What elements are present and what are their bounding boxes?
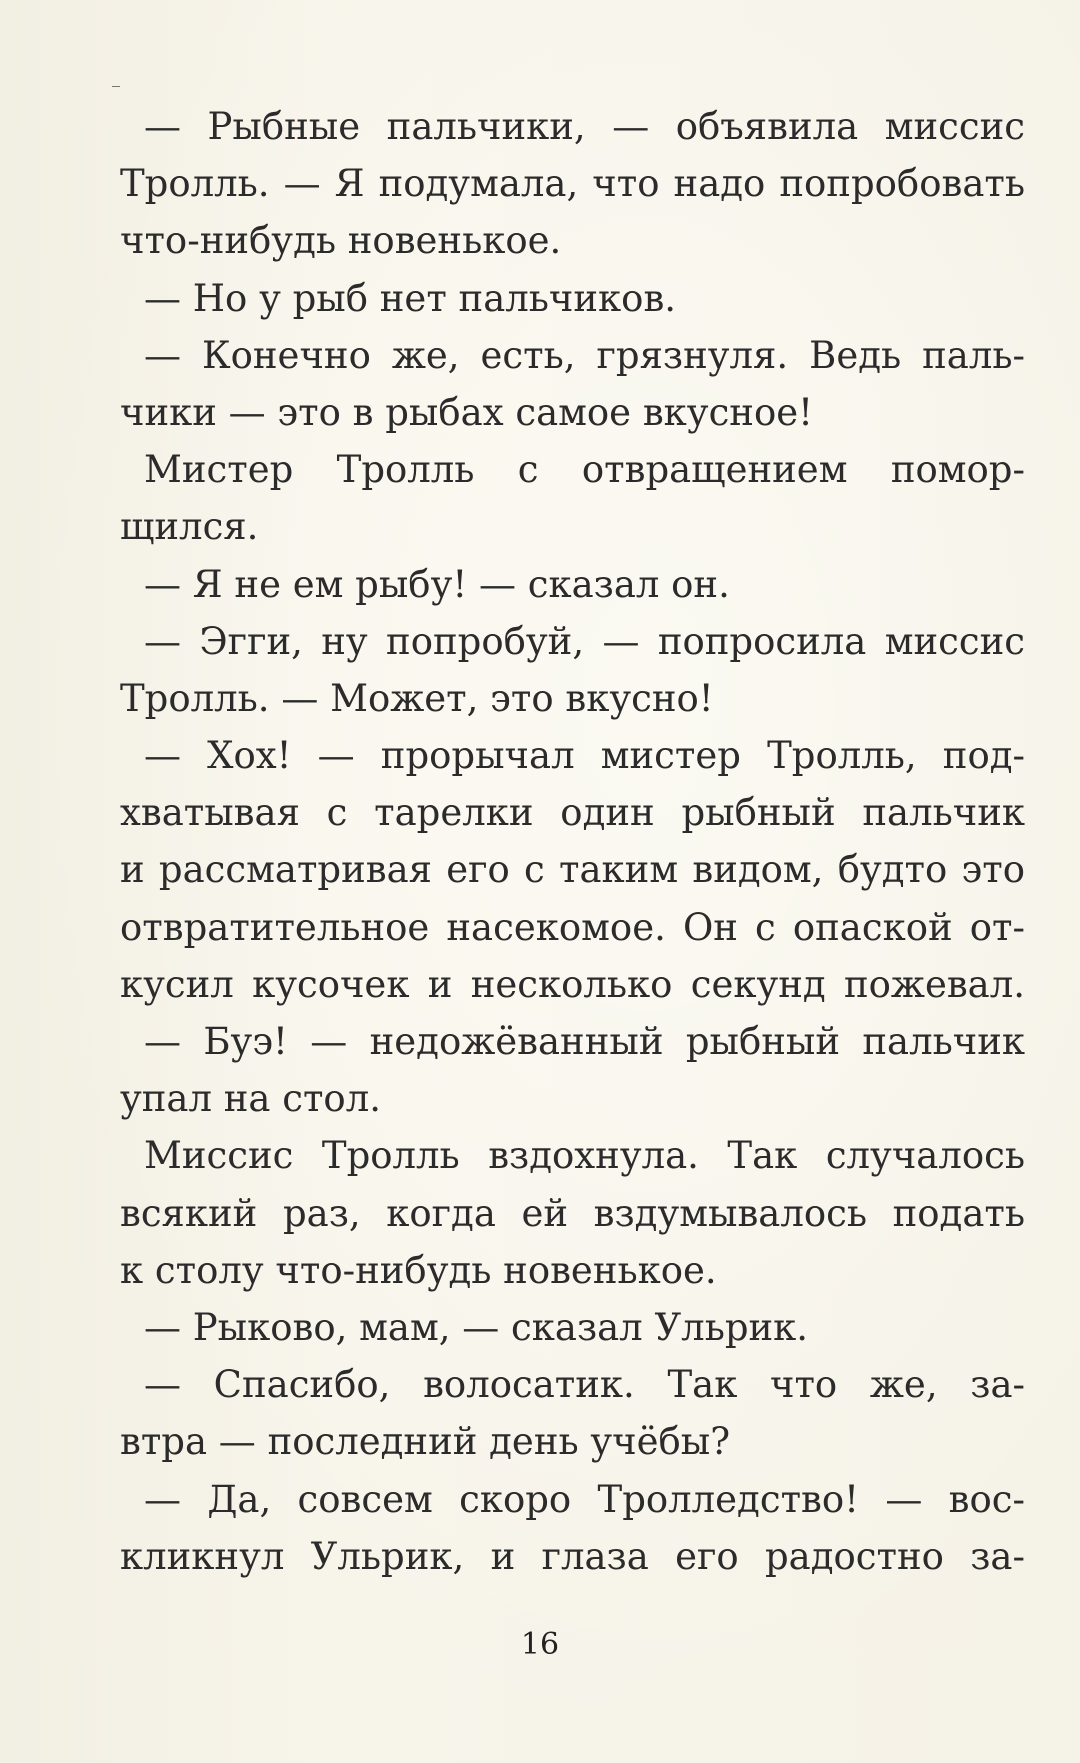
text-line: что-нибудь новенькое. [120,219,562,263]
text-line: втра — последний день учёбы? [120,1420,731,1464]
text-line: — Спасибо, волосатик. Так что же, за- [144,1363,1025,1407]
body-text [120,98,1025,1585]
text-line: — Буэ! — недожёванный рыбный пальчик [144,1020,1025,1063]
text-line: чики — это в рыбах самое вкусное! [120,390,813,434]
text-line: — Рыбные пальчики, — объявила миссис [144,105,1025,148]
text-line: — Рыково, мам, — сказал Ульрик. [144,1305,809,1349]
page-number: 16 [520,1627,560,1662]
text-line: всякий раз, когда ей вздумывалось подать [120,1191,1025,1235]
text-line: — Хох! — прорычал мистер Тролль, под- [144,734,1025,778]
text-line: хватывая с тарелки один рыбный пальчик [120,791,1025,835]
text-line: Мистер Тролль с отвращением помор- [144,448,1025,492]
text-line: Тролль. — Может, это вкусно! [120,676,714,720]
text-line: — Да, совсем скоро Тролледство! — вос- [144,1477,1025,1521]
text-line: кусил кусочек и несколько секунд пожевал. [120,962,1025,1006]
text-line: — Я не ем рыбу! — сказал он. [144,562,730,606]
text-line: кликнул Ульрик, и глаза его радостно за- [120,1534,1025,1578]
text-line: Тролль. — Я подумала, что надо попробовать [120,162,1025,206]
text-line: и рассматривая его с таким видом, будто это [120,848,1025,892]
text-line: Миссис Тролль вздохнула. Так случалось [144,1134,1025,1178]
text-line: — Но у рыб нет пальчиков. [144,276,677,320]
text-line: упал на стол. [120,1077,381,1121]
text-line: к столу что-нибудь новенькое. [120,1248,717,1292]
text-line: — Эгги, ну попробуй, — попросила миссис [144,619,1025,663]
text-line: отвратительное насекомое. Он с опаской от- [120,905,1025,949]
text-line: — Конечно же, есть, грязнуля. Ведь паль- [144,333,1025,377]
text-line: щился. [120,505,259,549]
print-mark [112,86,120,87]
